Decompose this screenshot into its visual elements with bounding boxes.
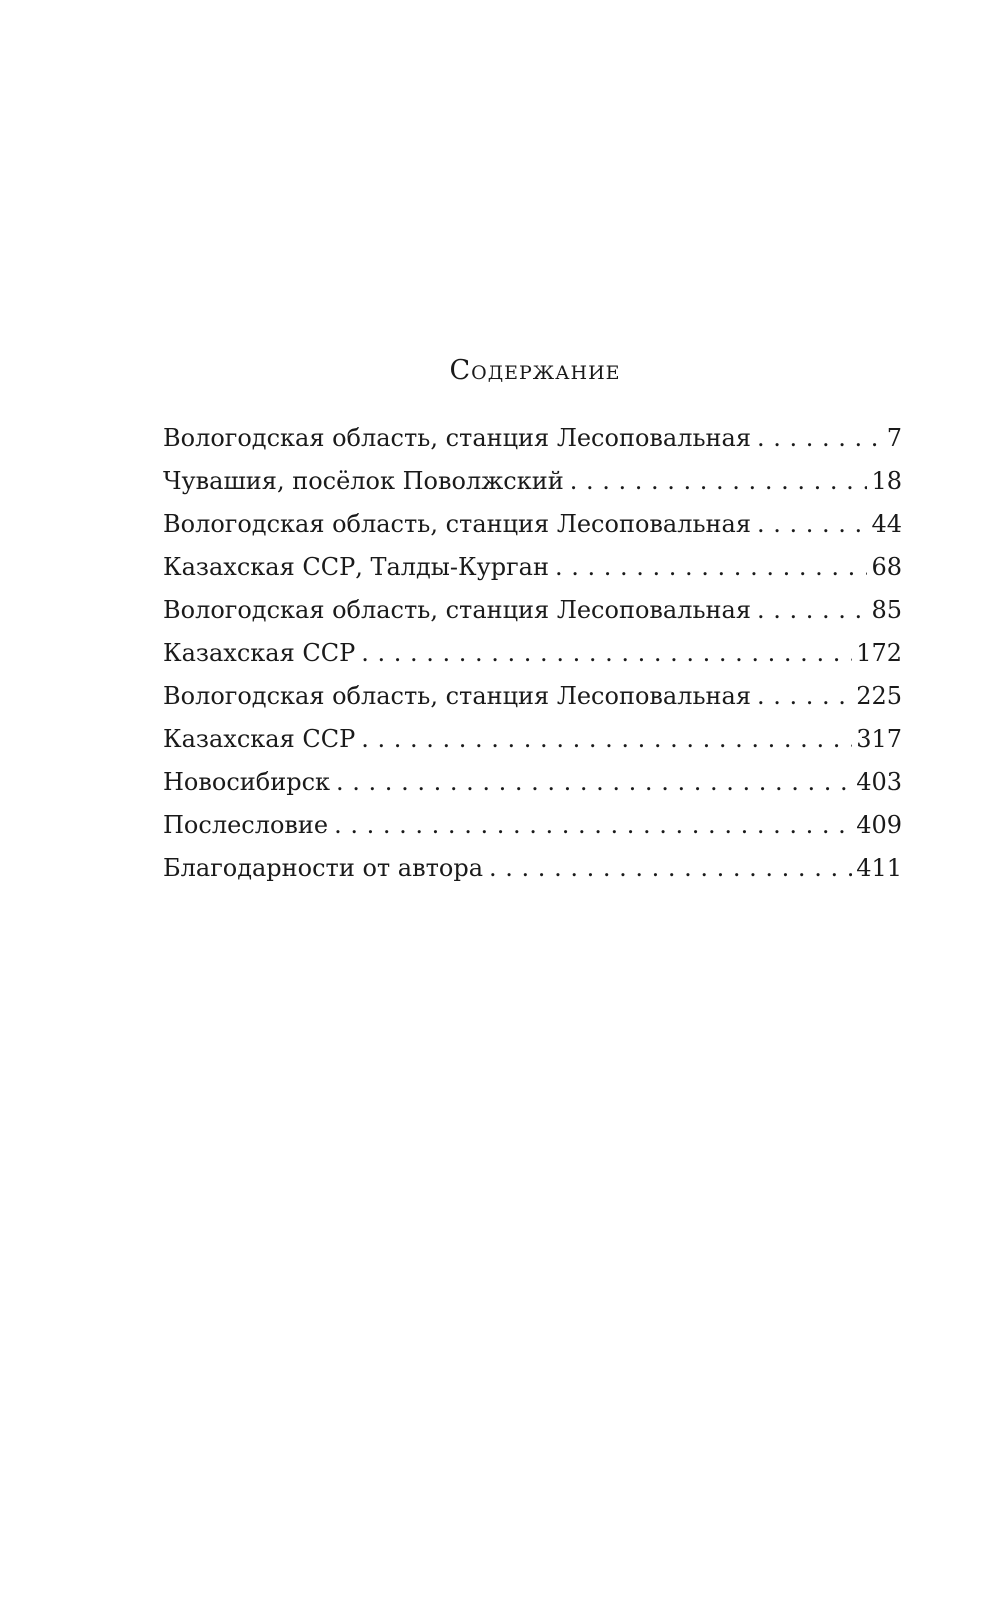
toc-entry (163, 724, 902, 767)
toc-entry-label: Чувашия, посёлок Поволжский (163, 467, 564, 495)
toc-entry-label: Новосибирск (163, 768, 331, 796)
dot-leader (361, 724, 852, 754)
toc-entry-label: Вологодская область, станция Лесоповальная (163, 510, 751, 538)
toc-list (163, 423, 902, 896)
toc-entry-page: 68 (871, 553, 902, 581)
toc-entry (163, 638, 902, 681)
dot-leader (757, 423, 883, 453)
toc-entry (163, 423, 902, 466)
toc-entry-page: 225 (856, 682, 902, 710)
toc-entry (163, 681, 902, 724)
toc-entry-label: Вологодская область, станция Лесоповальная (163, 682, 751, 710)
dot-leader (570, 466, 868, 496)
dot-leader (361, 638, 852, 668)
toc-entry-label: Послесловие (163, 811, 329, 839)
toc-entry-page: 172 (856, 639, 902, 667)
toc-entry-label: Казахская ССР (163, 725, 356, 753)
toc-entry-label: Вологодская область, станция Лесоповальная (163, 596, 751, 624)
toc-entry-page: 18 (871, 467, 902, 495)
toc-entry (163, 466, 902, 509)
toc-entry (163, 595, 902, 638)
toc-entry-page: 403 (856, 768, 902, 796)
toc-entry-label: Казахская ССР, Талды-Курган (163, 553, 549, 581)
toc-entry (163, 767, 902, 810)
dot-leader (334, 810, 852, 840)
toc-entry-label: Вологодская область, станция Лесоповальная (163, 424, 751, 452)
dot-leader (555, 552, 867, 582)
dot-leader (757, 595, 867, 625)
toc-entry (163, 853, 902, 896)
toc-entry-label: Благодарности от автора (163, 854, 484, 882)
dot-leader (489, 853, 852, 883)
toc-entry-page: 44 (871, 510, 902, 538)
toc-title: Содержание (449, 355, 621, 386)
toc-entry (163, 552, 902, 595)
toc-entry-label: Казахская ССР (163, 639, 356, 667)
toc-entry (163, 810, 902, 853)
toc-entry-page: 411 (856, 854, 902, 882)
toc-entry-page: 409 (856, 811, 902, 839)
toc-entry-page: 85 (871, 596, 902, 624)
dot-leader (757, 681, 852, 711)
dot-leader (757, 509, 867, 539)
toc-entry (163, 509, 902, 552)
toc-entry-page: 7 (886, 424, 902, 452)
dot-leader (336, 767, 852, 797)
toc-entry-page: 317 (856, 725, 902, 753)
